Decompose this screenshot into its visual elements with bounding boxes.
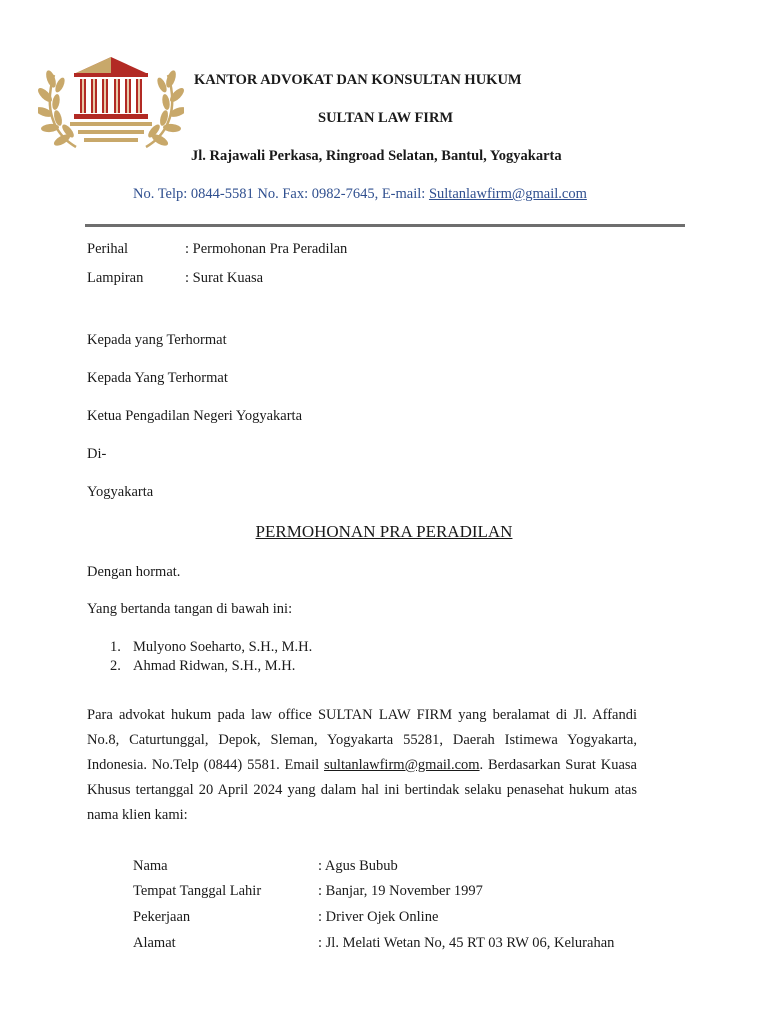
letterhead-divider — [85, 224, 685, 227]
body-text-part1: Para advokat hukum pada law office SULTAN LAW FIRM yang beralamat di Jl. Affandi No.8, Caturtunggal, Depok, Sleman, Yogyakarta 55281, Daerah Istimewa Yogyakarta, Indonesia. No.Telp (0844) 5581. Email — [87, 707, 637, 773]
signatory-name: Mulyono Soeharto, S.H., M.H. — [133, 639, 313, 655]
client-address-value: : Jl. Melati Wetan No, 45 RT 03 RW 06, Kelurahan — [318, 935, 615, 951]
firm-name: SULTAN LAW FIRM — [318, 110, 454, 126]
addressee-line: Ketua Pengadilan Negeri Yogyakarta — [87, 408, 303, 424]
client-address-label: Alamat — [133, 935, 176, 951]
document-title — [0, 522, 768, 542]
client-name-label: Nama — [133, 858, 168, 874]
contact-phone-fax: No. Telp: 0844-5581 No. Fax: 0982-7645, E-mail: — [133, 186, 429, 202]
intro-text: Yang bertanda tangan di bawah ini: — [87, 601, 293, 617]
signatory-name: Ahmad Ridwan, S.H., M.H. — [133, 658, 296, 674]
client-job-value: : Driver Ojek Online — [318, 909, 439, 925]
addressee-line: Di- — [87, 446, 107, 462]
lampiran-label: Lampiran — [87, 270, 144, 286]
client-name-value: : Agus Bubub — [318, 858, 398, 874]
addressee-line: Yogyakarta — [87, 484, 154, 500]
list-number: 1. — [110, 639, 121, 655]
courthouse-laurel-logo — [38, 55, 184, 151]
lampiran-value: : Surat Kuasa — [185, 270, 264, 286]
perihal-label: Perihal — [87, 241, 129, 257]
body-email-link[interactable]: sultanlawfirm@gmail.com — [324, 757, 480, 773]
body-text-part2: . Berdasarkan Surat Kuasa Khusus tertanggal 20 April 2024 yang dalam hal ini bertindak selaku penasehat hukum atas nama klien kami: — [87, 757, 637, 823]
client-birth-value: : Banjar, 19 November 1997 — [318, 883, 483, 899]
firm-contact — [133, 186, 587, 203]
greeting: Dengan hormat. — [87, 564, 181, 580]
client-job-label: Pekerjaan — [133, 909, 191, 925]
contact-email-link[interactable]: Sultanlawfirm@gmail.com — [428, 186, 587, 202]
office-name: KANTOR ADVOKAT DAN KONSULTAN HUKUM — [194, 72, 522, 88]
document-title-text: PERMOHONAN PRA PERADILAN — [255, 522, 513, 541]
addressee-line: Kepada yang Terhormat — [87, 332, 227, 348]
client-birth-label: Tempat Tanggal Lahir — [133, 883, 262, 899]
perihal-value: : Permohonan Pra Peradilan — [185, 241, 348, 257]
body-paragraph — [87, 703, 637, 828]
addressee-line: Kepada Yang Terhormat — [87, 370, 228, 386]
firm-address: Jl. Rajawali Perkasa, Ringroad Selatan, Bantul, Yogyakarta — [191, 148, 562, 164]
list-number: 2. — [110, 658, 121, 674]
